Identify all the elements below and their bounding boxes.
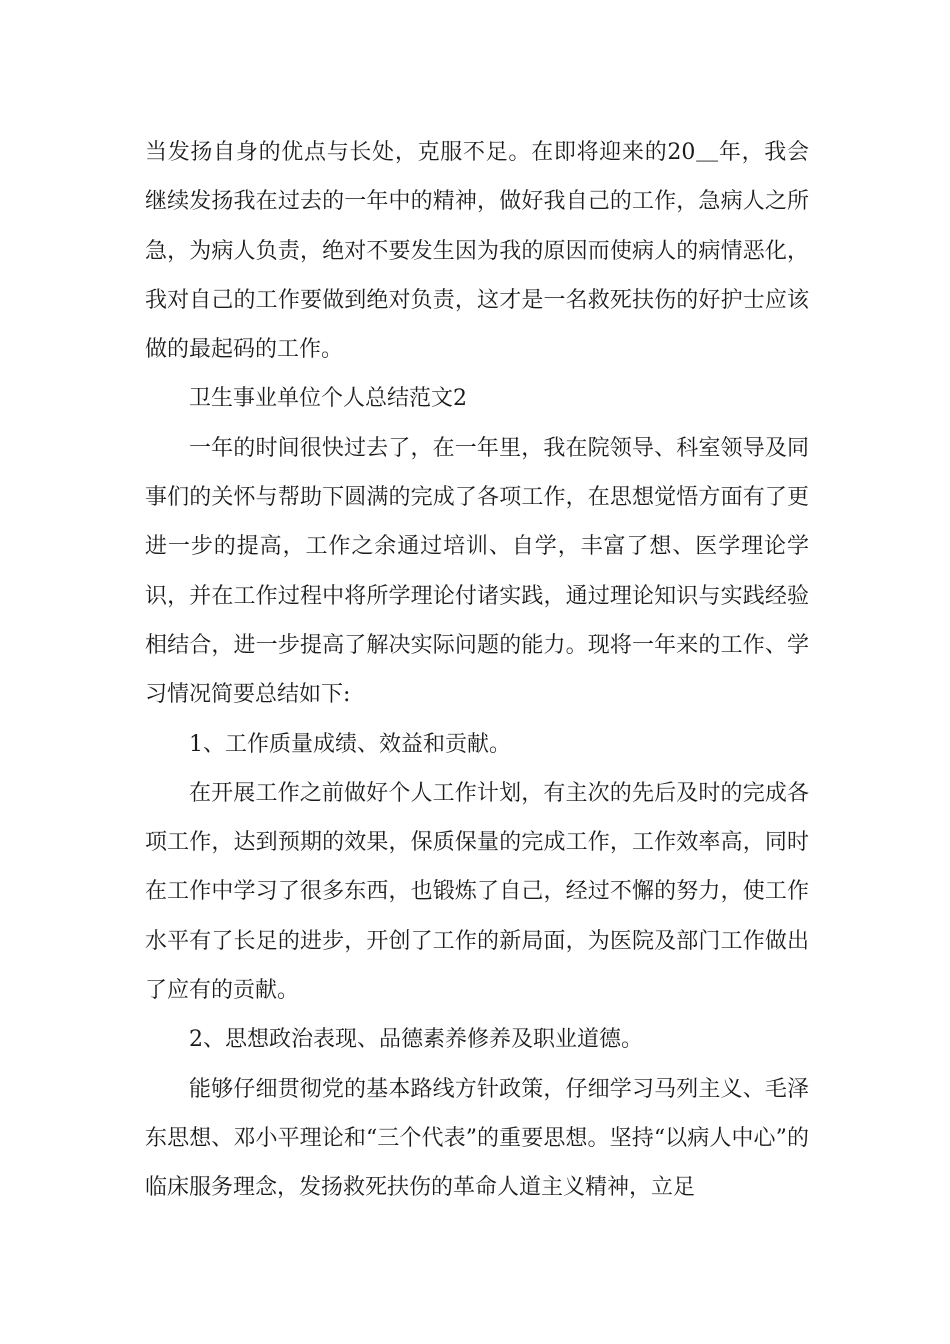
subheading-work-quality: 1、工作质量成绩、效益和贡献。 <box>189 731 511 757</box>
paragraph-intro: 一年的时间很快过去了，在一年里，我在院领导、科室领导及同事们的关怀与帮助下圆满的完成了各项工作，在思想觉悟方面有了更进一步的提高，工作之余通过培训、自学，丰富了想、医学理论学识，并在工作过程中将所学理论付诸实践，通过理论知识与实践经验相结合，进一步提高了解决实际问题的能力。现将一年来的工作、学习情况简要总结如下: <box>145 435 809 708</box>
paragraph-continuation: 当发扬自身的优点与长处，克服不足。在即将迎来的20＿年，我会继续发扬我在过去的一年中的精神，做好我自己的工作，急病人之所急，为病人负责，绝对不要发生因为我的原因而使病人的病情恶化，我对自己的工作要做到绝对负责，这才是一名救死扶伤的好护士应该做的最起码的工作。 <box>145 140 809 363</box>
document-body <box>145 128 809 1213</box>
paragraph-political-ethics: 能够仔细贯彻党的基本路线方针政策，仔细学习马列主义、毛泽东思想、邓小平理论和“三个代表”的重要思想。坚持“以病人中心”的临床服务理念，发扬救死扶伤的革命人道主义精神，立足 <box>145 1076 809 1201</box>
subheading-political-ethics: 2、思想政治表现、品德素养修养及职业道德。 <box>189 1027 643 1053</box>
paragraph-work-quality: 在开展工作之前做好个人工作计划，有主次的先后及时的完成各项工作，达到预期的效果，保质保量的完成工作，工作效率高，同时在工作中学习了很多东西，也锻炼了自己，经过不懈的努力，使工作水平有了长足的进步，开创了工作的新局面，为医院及部门工作做出了应有的贡献。 <box>145 780 809 1004</box>
section-title: 卫生事业单位个人总结范文2 <box>189 386 467 412</box>
